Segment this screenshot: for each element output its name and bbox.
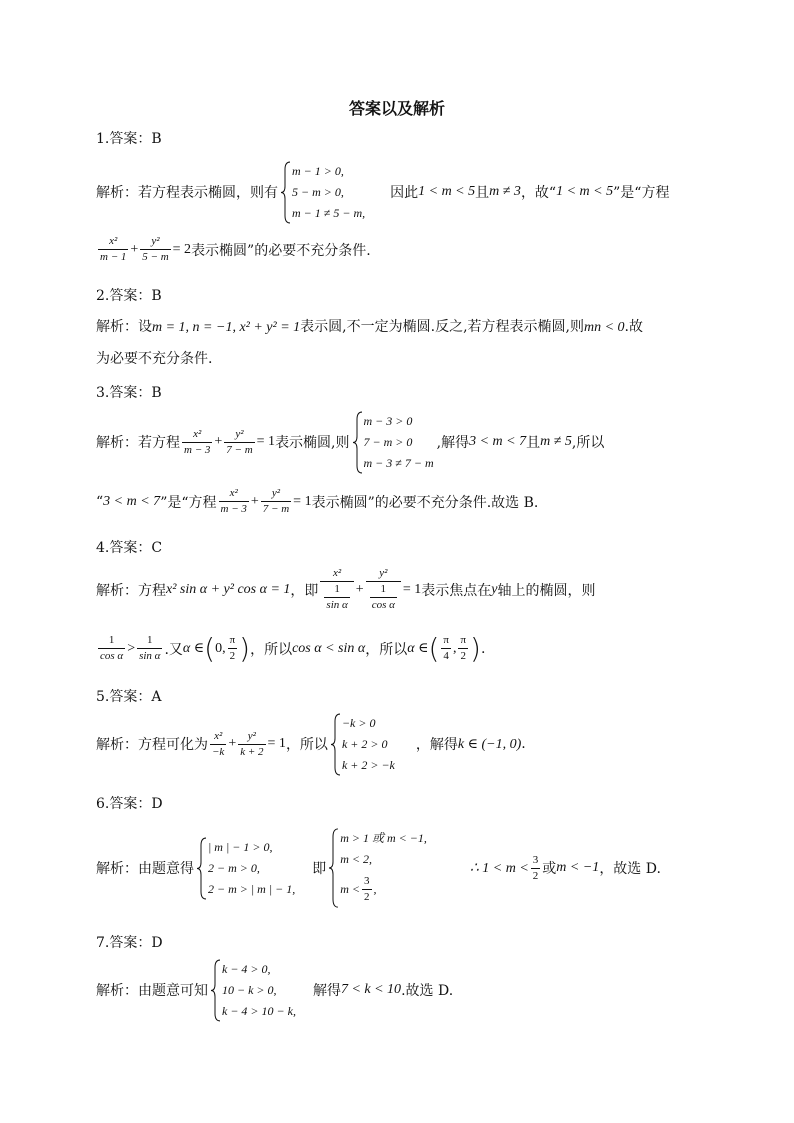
brace-icon <box>281 161 291 224</box>
text: 表示椭圆”的必要不充分条件. <box>191 242 371 259</box>
text: ，故“ <box>520 185 557 201</box>
compound-fraction: $\frac{\text{y²}}{\frac{1}{\text{cos α}}}$ <box>366 566 401 613</box>
compound-fraction: $\frac{\text{x²}}{\frac{1}{\text{sin α}}}$ <box>320 566 353 613</box>
fraction: $\frac{\text{x²}}{-k}$ <box>212 729 225 758</box>
analysis-4: 解析：方程 x² sin α + y² cos α = 1 ，即 $\frac{\text{x²}}{\frac{1}{\text{sin α}}}$ + $\frac{\text{y²}}{\frac{1}{\text{cos α}}}$ = 1 表示焦点在 y 轴上的椭圆，则 <box>96 567 596 611</box>
fraction: $\frac{\text{y²}}{k + 2}$ <box>240 729 264 758</box>
fraction: $\frac{\text{y²}}{7 - m}$ <box>226 427 253 456</box>
left-paren-icon: ( <box>428 631 440 665</box>
math: m ≠ 5 <box>540 434 572 449</box>
system-row: m − 1 ≠ 5 − m, <box>292 205 366 220</box>
equation-system: −k > 0 k + 2 > 0 k + 2 > −k <box>331 713 395 776</box>
text: 且 <box>475 185 490 201</box>
math: ∴ 1 < m < <box>469 860 529 876</box>
math: m < −1 <box>556 860 600 875</box>
math: 1 < m < 5 <box>556 184 614 199</box>
analysis-2-cont: 为必要不充分条件. <box>96 351 213 367</box>
fraction: $\frac{1}{\text{sin α}}$ <box>139 634 161 662</box>
math: 3 < m < 7 <box>469 434 527 449</box>
fraction: $\frac{\text{x²}}{m - 3}$ <box>220 487 247 515</box>
fraction: $\frac{\pi}{2}$ <box>229 634 236 662</box>
analysis-3-cont: “ 3 < m < 7 ”是“方程 $\frac{\text{x²}}{m - 3}$ + $\frac{\text{y²}}{7 - m}$ = 1 表示椭圆”的必要不充分条件.故选 B. <box>96 487 539 515</box>
fraction: $\frac{\pi}{4}$ <box>443 634 449 662</box>
brace-icon <box>197 837 207 900</box>
answer-1: 1.答案：B <box>96 131 162 147</box>
math: 7 < k < 10 <box>340 982 402 997</box>
answer-2: 2.答案：B <box>96 288 162 304</box>
math: x² sin α + y² cos α = 1 <box>166 581 291 597</box>
text: 因此 <box>390 185 419 201</box>
brace-icon <box>211 959 221 1022</box>
left-paren-icon: ( <box>204 631 216 665</box>
equation-system <box>281 161 365 224</box>
math: mn < 0 <box>583 320 625 335</box>
fraction: $\frac{3}{2}$ <box>364 874 370 903</box>
brace-icon <box>329 828 339 908</box>
equation-system: k − 4 > 0, 10 − k > 0, k − 4 > 10 − k, <box>211 959 296 1022</box>
right-paren-icon: ) <box>239 631 251 665</box>
analysis-2: 解析：设m = 1, n = −1, x² + y² = 1表示圆,不一定为椭圆.反之,若方程表示椭圆,则mn < 0.故 <box>96 319 643 335</box>
math: 3 < m < 7 <box>103 493 161 509</box>
brace-icon <box>331 713 341 776</box>
analysis-5: 解析：方程可化为 $\frac{\text{x²}}{-k}$ + $\frac{\text{y²}}{k + 2}$ = 1 ，所以 −k > 0 k + 2 > 0 k + 2 > −k ，解得 k ∈ (−1, 0) . <box>96 712 526 776</box>
analysis-1 <box>96 162 669 222</box>
analysis-4-cont: $\frac{1}{\text{cos α}}$ > $\frac{1}{\text{sin α}}$ .又 α ∈ ( 0, $\frac{\pi}{2}$ ) ，所以 cos α < sin α ，所以 α ∈ ( $\frac{\pi}{4}$ , $\frac{\pi}{2}$ ) . <box>100 631 486 665</box>
answer-3: 3.答案：B <box>96 385 162 401</box>
analysis-7: 解析：由题意可知 k − 4 > 0, 10 − k > 0, k − 4 > 10 − k, 解得 7 < k < 10 .故选 D. <box>96 958 453 1022</box>
analysis-1-cont: $\frac{\text{x²}}{m - 1}$ + $\frac{\text{y²}}{5 - m}$ = 2 表示椭圆”的必要不充分条件. <box>100 235 371 263</box>
math: k ∈ (−1, 0) <box>457 736 522 752</box>
system-row: 5 − m > 0, <box>292 184 344 199</box>
fraction: $\frac{1}{\text{cos α}}$ <box>100 634 124 662</box>
text: 解析：若方程表示椭圆，则有 <box>96 185 278 201</box>
answer-7: 7.答案：D <box>96 935 163 951</box>
brace-icon <box>353 411 363 474</box>
fraction: $\frac{3}{2}$ <box>532 853 539 882</box>
right-paren-icon: ) <box>470 631 481 665</box>
analysis-6: 解析：由题意得 | m | − 1 > 0, 2 − m > 0, 2 − m > | m | − 1, 即 m > 1 或 m < −1, m < 2, m < $\frac{3}{2}$ , ∴ 1 < m < $\frac{3}{2}$ 或 m < −1 ，故选 D. <box>96 822 661 914</box>
text: ”是“方程 <box>613 185 670 201</box>
analysis-3: 解析：若方程 $\frac{\text{x²}}{m - 3}$ + $\frac{\text{y²}}{7 - m}$ = 1 表示椭圆,则 m − 3 > 0 7 − m > 0 m − 3 ≠ 7 − m ,解得 3 < m < 7 且 m ≠ 5 ,所以 <box>96 410 604 474</box>
math: cos α < sin α <box>292 640 366 656</box>
math: m = 1, n = −1, x² + y² = 1 <box>152 320 301 335</box>
fraction: $\frac{\text{x²}}{m - 1}$ <box>100 235 127 263</box>
math: 1 < m < 5 <box>418 184 476 199</box>
math: m ≠ 3 <box>489 184 521 199</box>
answer-5: 5.答案：A <box>96 689 162 705</box>
answer-4: 4.答案：C <box>96 540 163 556</box>
equation-system: m − 3 > 0 7 − m > 0 m − 3 ≠ 7 − m <box>353 411 434 474</box>
fraction: $\frac{\text{y²}}{5 - m}$ <box>142 235 169 263</box>
system-row: m − 1 > 0, <box>292 163 344 178</box>
fraction: $\frac{\text{x²}}{m - 3}$ <box>184 427 211 456</box>
fraction: $\frac{\pi}{2}$ <box>460 634 467 662</box>
answer-6: 6.答案：D <box>96 796 163 812</box>
fraction: $\frac{\text{y²}}{7 - m}$ <box>262 487 290 515</box>
equation-system: m > 1 或 m < −1, m < 2, m < $\frac{3}{2}$ , <box>329 828 427 908</box>
page-title: 答案以及解析 <box>348 99 445 118</box>
equation-system: | m | − 1 > 0, 2 − m > 0, 2 − m > | m | − 1, <box>197 837 295 900</box>
